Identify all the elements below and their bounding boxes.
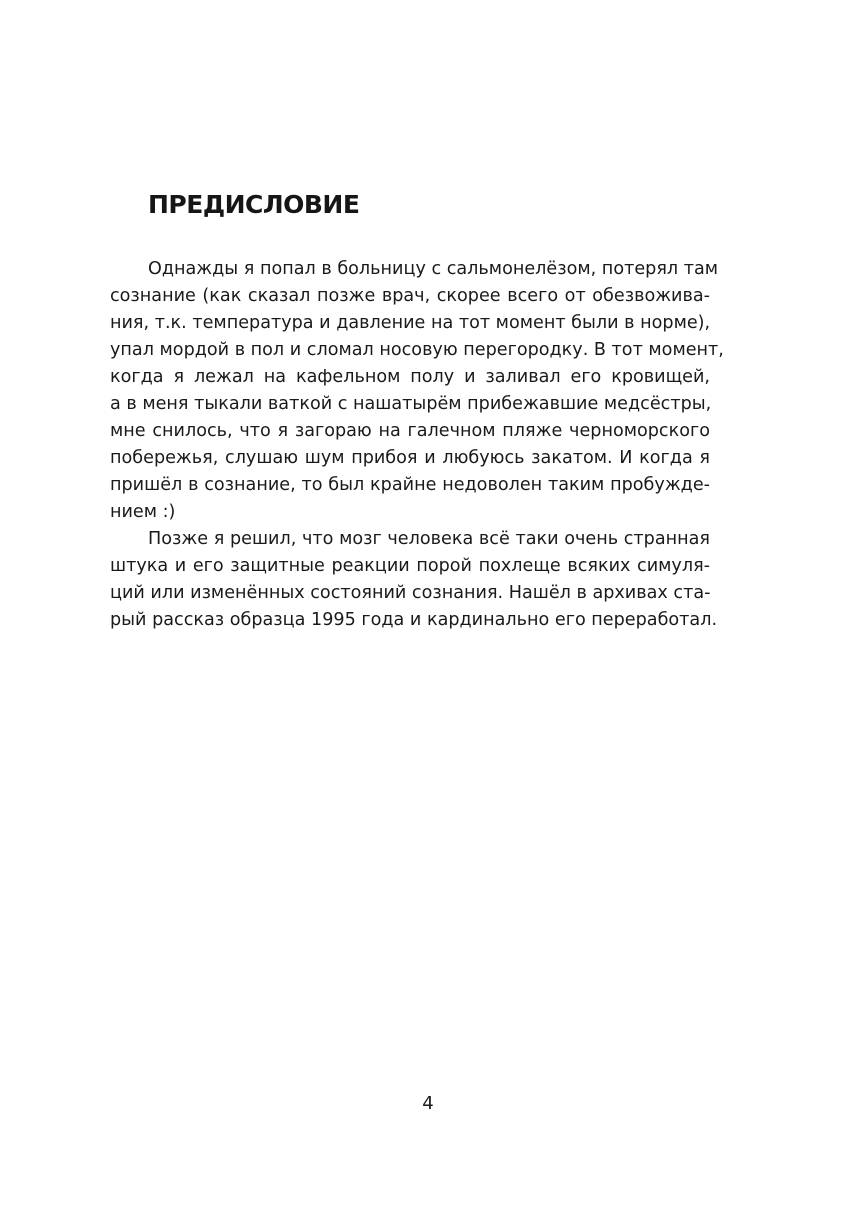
body-text (110, 256, 724, 634)
text-line: мне снилось, что я загораю на галечном пляже черноморского (110, 421, 710, 441)
paragraph (110, 526, 718, 634)
text-line: штука и его защитные реакции порой похлеще всяких симуля- (110, 556, 710, 576)
text-line: сознание (как сказал позже врач, скорее всего от обезвожива- (110, 286, 710, 306)
text-line: рый рассказ образца 1995 года и кардинально его переработал. (110, 610, 718, 630)
text-line: нием :) (110, 502, 176, 522)
paragraph (110, 256, 724, 526)
text-line: Позже я решил, что мозг человека всё таки очень странная (148, 529, 710, 549)
text-line: когда я лежал на кафельном полу и заливал его кровищей, (110, 367, 710, 387)
text-line: ния, т.к. температура и давление на тот момент были в норме), (110, 313, 711, 333)
text-line: Однажды я попал в больницу с сальмонелёзом, потерял там (148, 259, 719, 279)
page-title: ПРЕДИСЛОВИЕ (148, 190, 360, 219)
text-line: а в меня тыкали ваткой с нашатырём прибежавшие медсёстры, (110, 394, 712, 414)
text-line: ций или изменённых состояний сознания. Нашёл в архивах ста- (110, 583, 711, 603)
text-line: пришёл в сознание, то был крайне недоволен таким пробужде- (110, 475, 710, 495)
text-line: упал мордой в пол и сломал носовую перегородку. В тот момент, (110, 340, 724, 360)
text-line: побережья, слушаю шум прибоя и любуюсь закатом. И когда я (110, 448, 710, 468)
page-number: 4 (422, 1093, 434, 1114)
